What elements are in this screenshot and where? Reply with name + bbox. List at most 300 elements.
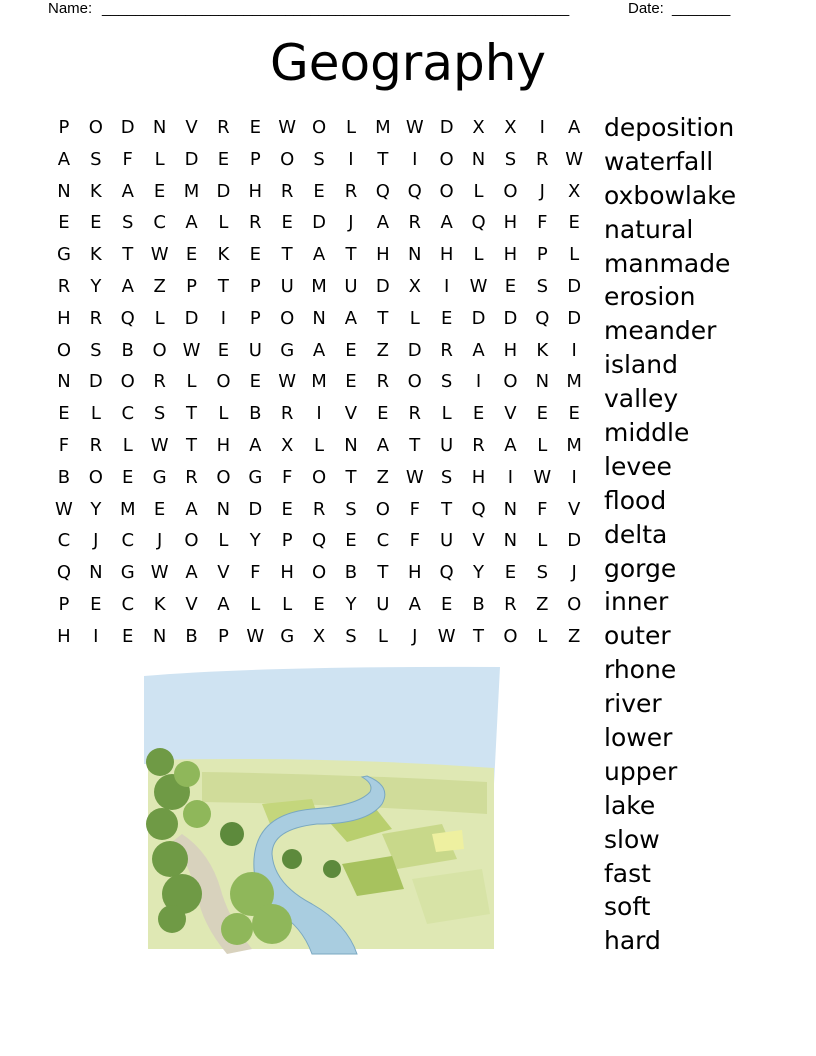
grid-letter[interactable]: S bbox=[440, 371, 453, 393]
grid-letter[interactable]: W bbox=[469, 275, 488, 297]
grid-letter[interactable]: O bbox=[311, 466, 327, 488]
grid-letter[interactable]: M bbox=[311, 371, 327, 393]
grid-letter[interactable]: O bbox=[216, 466, 231, 488]
grid-letter[interactable]: G bbox=[56, 244, 71, 266]
grid-letter[interactable]: M bbox=[566, 434, 582, 456]
grid-letter[interactable]: O bbox=[439, 148, 454, 170]
grid-letter[interactable]: Z bbox=[376, 339, 390, 361]
grid-letter[interactable]: C bbox=[57, 530, 71, 552]
grid-letter[interactable]: X bbox=[568, 180, 581, 202]
grid-letter[interactable]: X bbox=[312, 625, 326, 647]
grid-letter[interactable]: R bbox=[153, 371, 166, 393]
grid-letter[interactable]: S bbox=[504, 148, 517, 170]
grid-letter[interactable]: P bbox=[58, 117, 70, 138]
grid-letter[interactable]: A bbox=[312, 244, 326, 266]
grid-letter[interactable]: Q bbox=[471, 212, 486, 234]
grid-letter[interactable]: H bbox=[407, 562, 422, 584]
grid-letter[interactable]: L bbox=[537, 434, 548, 456]
grid-letter[interactable]: O bbox=[407, 371, 422, 393]
grid-letter[interactable]: B bbox=[472, 593, 485, 615]
grid-letter[interactable]: U bbox=[440, 434, 454, 456]
grid-letter[interactable]: J bbox=[93, 530, 99, 552]
grid-letter[interactable]: N bbox=[152, 117, 167, 138]
grid-letter[interactable]: D bbox=[471, 307, 486, 329]
grid-letter[interactable]: L bbox=[537, 530, 548, 552]
word-list-item: soft bbox=[604, 892, 651, 922]
grid-letter[interactable]: I bbox=[571, 466, 577, 488]
grid-letter[interactable]: E bbox=[504, 275, 517, 297]
grid-letter[interactable]: W bbox=[437, 625, 456, 647]
grid-letter[interactable]: H bbox=[471, 466, 486, 488]
grid-letter[interactable]: F bbox=[122, 148, 133, 170]
grid-letter[interactable]: V bbox=[344, 403, 358, 425]
grid-letter[interactable]: H bbox=[503, 212, 518, 234]
grid-letter[interactable]: O bbox=[311, 117, 327, 138]
grid-letter[interactable]: O bbox=[280, 148, 295, 170]
grid-letter[interactable]: Q bbox=[535, 307, 550, 329]
grid-letter[interactable]: U bbox=[344, 275, 358, 297]
grid-letter[interactable]: W bbox=[405, 466, 424, 488]
word-list-item: gorge bbox=[604, 553, 677, 583]
grid-letter[interactable]: I bbox=[571, 339, 577, 361]
grid-letter[interactable]: N bbox=[57, 371, 71, 393]
grid-letter[interactable]: O bbox=[439, 180, 454, 202]
grid-letter[interactable]: R bbox=[280, 403, 294, 425]
grid-letter[interactable]: V bbox=[568, 498, 581, 520]
grid-letter[interactable]: D bbox=[567, 307, 582, 329]
grid-letter[interactable]: K bbox=[217, 244, 230, 266]
grid-letter[interactable]: J bbox=[571, 562, 577, 584]
grid-letter[interactable]: I bbox=[412, 148, 418, 170]
grid-letter[interactable]: M bbox=[311, 275, 327, 297]
grid-letter[interactable]: L bbox=[282, 593, 293, 615]
grid-letter[interactable]: E bbox=[440, 593, 453, 615]
grid-letter[interactable]: F bbox=[537, 212, 548, 234]
grid-letter[interactable]: L bbox=[122, 434, 133, 456]
grid-letter[interactable]: A bbox=[344, 307, 358, 329]
grid-letter[interactable]: S bbox=[90, 148, 102, 170]
grid-letter[interactable]: O bbox=[56, 339, 72, 361]
grid-letter[interactable]: D bbox=[567, 530, 582, 552]
grid-letter[interactable]: C bbox=[376, 530, 390, 552]
grid-letter[interactable]: E bbox=[313, 593, 325, 615]
grid-letter[interactable]: T bbox=[473, 625, 485, 647]
grid-letter[interactable]: Q bbox=[311, 530, 327, 552]
grid-letter[interactable]: D bbox=[407, 339, 422, 361]
grid-letter[interactable]: Z bbox=[568, 625, 581, 647]
grid-letter[interactable]: O bbox=[88, 466, 103, 488]
grid-letter[interactable]: L bbox=[473, 180, 484, 202]
grid-letter[interactable]: J bbox=[348, 212, 354, 234]
grid-letter[interactable]: R bbox=[89, 434, 103, 456]
grid-letter[interactable]: V bbox=[504, 403, 517, 425]
grid-letter[interactable]: I bbox=[443, 275, 450, 297]
grid-letter[interactable]: T bbox=[377, 148, 389, 170]
grid-letter[interactable]: A bbox=[249, 434, 262, 456]
grid-letter[interactable]: M bbox=[119, 498, 136, 520]
grid-letter[interactable]: I bbox=[93, 625, 99, 647]
grid-letter[interactable]: H bbox=[376, 244, 390, 266]
grid-letter[interactable]: S bbox=[313, 148, 325, 170]
grid-letter[interactable]: W bbox=[150, 434, 169, 456]
grid-letter[interactable]: X bbox=[472, 117, 485, 138]
grid-letter[interactable]: K bbox=[153, 593, 166, 615]
grid-letter[interactable]: P bbox=[249, 148, 261, 170]
grid-letter[interactable]: S bbox=[90, 339, 102, 361]
grid-letter[interactable]: D bbox=[184, 148, 199, 170]
grid-letter[interactable]: M bbox=[566, 371, 582, 393]
grid-letter[interactable]: D bbox=[503, 307, 518, 329]
grid-letter[interactable]: L bbox=[409, 307, 420, 329]
grid-letter[interactable]: A bbox=[121, 180, 134, 202]
grid-letter[interactable]: T bbox=[377, 307, 389, 329]
grid-letter[interactable]: D bbox=[216, 180, 231, 202]
grid-letter[interactable]: O bbox=[216, 371, 231, 393]
grid-letter[interactable]: R bbox=[504, 593, 517, 615]
grid-letter[interactable]: E bbox=[472, 403, 485, 425]
grid-letter[interactable]: O bbox=[280, 307, 295, 329]
grid-letter[interactable]: E bbox=[568, 403, 580, 425]
grid-letter[interactable]: J bbox=[412, 625, 418, 647]
grid-letter[interactable]: E bbox=[90, 593, 102, 615]
grid-letter[interactable]: D bbox=[439, 117, 454, 138]
grid-letter[interactable]: B bbox=[121, 339, 134, 361]
grid-letter[interactable]: A bbox=[185, 562, 198, 584]
grid-letter[interactable]: W bbox=[150, 562, 169, 584]
grid-letter[interactable]: E bbox=[249, 244, 261, 266]
grid-letter[interactable]: N bbox=[408, 244, 422, 266]
grid-letter[interactable]: F bbox=[58, 434, 70, 456]
grid-letter[interactable]: N bbox=[57, 180, 71, 202]
grid-letter[interactable]: R bbox=[536, 148, 549, 170]
grid-letter[interactable]: Q bbox=[375, 180, 390, 202]
word-list-item: manmade bbox=[604, 248, 731, 278]
grid-letter[interactable]: L bbox=[537, 625, 548, 647]
grid-letter[interactable]: I bbox=[220, 307, 227, 329]
grid-letter[interactable]: W bbox=[182, 339, 201, 361]
grid-letter[interactable]: E bbox=[568, 212, 580, 234]
grid-letter[interactable]: P bbox=[536, 244, 548, 266]
grid-letter[interactable]: P bbox=[58, 593, 70, 615]
grid-letter[interactable]: G bbox=[280, 625, 295, 647]
grid-letter[interactable]: X bbox=[281, 434, 294, 456]
grid-letter[interactable]: G bbox=[280, 339, 295, 361]
grid-letter[interactable]: O bbox=[503, 625, 518, 647]
grid-letter[interactable]: I bbox=[539, 117, 545, 138]
grid-letter[interactable]: E bbox=[281, 212, 293, 234]
grid-letter[interactable]: S bbox=[536, 562, 549, 584]
grid-letter[interactable]: E bbox=[185, 244, 198, 266]
grid-letter[interactable]: L bbox=[250, 593, 261, 615]
grid-letter[interactable]: O bbox=[567, 593, 582, 615]
grid-letter[interactable]: Y bbox=[249, 530, 261, 552]
grid-letter[interactable]: T bbox=[186, 403, 197, 425]
grid-letter[interactable]: D bbox=[312, 212, 326, 234]
grid-letter[interactable]: W bbox=[246, 625, 265, 647]
grid-letter[interactable]: Y bbox=[473, 562, 485, 584]
grid-letter[interactable]: E bbox=[440, 307, 453, 329]
grid-letter[interactable]: O bbox=[311, 562, 327, 584]
grid-letter[interactable]: H bbox=[57, 625, 71, 647]
grid-letter[interactable]: Q bbox=[56, 562, 72, 584]
grid-letter[interactable]: L bbox=[154, 307, 165, 329]
grid-letter[interactable]: L bbox=[377, 625, 388, 647]
grid-letter[interactable]: L bbox=[218, 212, 229, 234]
grid-letter[interactable]: I bbox=[316, 403, 322, 425]
grid-letter[interactable]: E bbox=[345, 371, 357, 393]
grid-letter[interactable]: V bbox=[217, 562, 230, 584]
grid-letter[interactable]: M bbox=[183, 180, 200, 202]
grid-letter[interactable]: A bbox=[376, 212, 390, 234]
grid-letter[interactable]: U bbox=[248, 339, 262, 361]
grid-letter[interactable]: E bbox=[249, 371, 261, 393]
grid-letter[interactable]: P bbox=[249, 307, 261, 329]
grid-letter[interactable]: H bbox=[57, 307, 71, 329]
grid-letter[interactable]: I bbox=[475, 371, 482, 393]
grid-letter[interactable]: T bbox=[409, 434, 421, 456]
grid-letter[interactable]: E bbox=[377, 403, 389, 425]
grid-letter[interactable]: Q bbox=[120, 307, 135, 329]
grid-letter[interactable]: D bbox=[248, 498, 263, 520]
grid-letter[interactable]: T bbox=[377, 562, 389, 584]
grid-letter[interactable]: H bbox=[280, 562, 294, 584]
grid-letter[interactable]: X bbox=[408, 275, 421, 297]
grid-letter[interactable]: Z bbox=[536, 593, 549, 615]
grid-letter[interactable]: T bbox=[345, 466, 357, 488]
grid-letter[interactable]: H bbox=[503, 339, 518, 361]
grid-letter[interactable]: Q bbox=[407, 180, 422, 202]
grid-letter[interactable]: L bbox=[441, 403, 452, 425]
grid-letter[interactable]: N bbox=[503, 498, 518, 520]
word-list-item: meander bbox=[604, 316, 717, 346]
grid-letter[interactable]: M bbox=[375, 117, 391, 138]
grid-letter[interactable]: R bbox=[408, 403, 421, 425]
grid-letter[interactable]: D bbox=[375, 275, 390, 297]
grid-letter[interactable]: Q bbox=[439, 562, 454, 584]
grid-letter[interactable]: C bbox=[121, 530, 135, 552]
grid-letter[interactable]: F bbox=[409, 498, 420, 520]
grid-letter[interactable]: R bbox=[89, 307, 103, 329]
grid-letter[interactable]: I bbox=[507, 466, 514, 488]
grid-letter[interactable]: A bbox=[185, 212, 198, 234]
grid-letter[interactable]: N bbox=[89, 562, 103, 584]
grid-letter[interactable]: L bbox=[473, 244, 484, 266]
grid-letter[interactable]: G bbox=[248, 466, 263, 488]
grid-letter[interactable]: F bbox=[282, 466, 293, 488]
grid-letter[interactable]: A bbox=[121, 275, 134, 297]
grid-row bbox=[48, 557, 590, 589]
grid-letter[interactable]: V bbox=[472, 530, 485, 552]
grid-letter[interactable]: E bbox=[122, 466, 134, 488]
grid-letter[interactable]: V bbox=[185, 117, 198, 138]
grid-letter[interactable]: N bbox=[535, 371, 550, 393]
grid-letter[interactable]: L bbox=[90, 403, 101, 425]
grid-letter[interactable]: O bbox=[375, 498, 390, 520]
grid-letter[interactable]: F bbox=[409, 530, 420, 552]
grid-letter[interactable]: P bbox=[281, 530, 293, 552]
word-list bbox=[604, 111, 736, 958]
grid-letter[interactable]: B bbox=[344, 562, 358, 584]
grid-letter[interactable]: A bbox=[312, 339, 326, 361]
grid-letter[interactable]: S bbox=[153, 403, 166, 425]
grid-letter[interactable]: L bbox=[345, 117, 356, 138]
grid-letter[interactable]: A bbox=[408, 593, 421, 615]
grid-letter[interactable]: L bbox=[186, 371, 197, 393]
grid-letter[interactable]: N bbox=[312, 307, 326, 329]
grid-letter[interactable]: W bbox=[278, 371, 297, 393]
grid-letter[interactable]: W bbox=[565, 148, 584, 170]
grid-letter[interactable]: E bbox=[217, 339, 230, 361]
grid-letter[interactable]: R bbox=[440, 339, 453, 361]
grid-letter[interactable]: J bbox=[539, 180, 545, 202]
grid-letter[interactable]: R bbox=[472, 434, 485, 456]
grid-letter[interactable]: T bbox=[345, 244, 357, 266]
word-list-item: outer bbox=[604, 621, 671, 651]
grid-letter[interactable]: U bbox=[440, 530, 454, 552]
grid-letter[interactable]: Y bbox=[345, 593, 357, 615]
grid-letter[interactable]: A bbox=[376, 434, 390, 456]
grid-letter[interactable]: W bbox=[150, 244, 169, 266]
grid-letter[interactable]: R bbox=[280, 180, 294, 202]
grid-letter[interactable]: S bbox=[536, 275, 549, 297]
word-list-item: middle bbox=[604, 418, 690, 448]
grid-letter[interactable]: O bbox=[503, 180, 518, 202]
grid-letter[interactable]: W bbox=[533, 466, 552, 488]
grid-letter[interactable]: G bbox=[152, 466, 167, 488]
grid-letter[interactable]: A bbox=[217, 593, 230, 615]
grid-letter[interactable]: E bbox=[536, 403, 548, 425]
grid-letter[interactable]: L bbox=[218, 530, 229, 552]
grid-letter[interactable]: E bbox=[249, 117, 261, 138]
grid-letter[interactable]: R bbox=[249, 212, 262, 234]
grid-letter[interactable]: G bbox=[120, 562, 135, 584]
grid-letter[interactable]: W bbox=[405, 117, 424, 138]
grid-letter[interactable]: D bbox=[120, 117, 135, 138]
grid-letter[interactable]: K bbox=[536, 339, 549, 361]
grid-letter[interactable]: R bbox=[408, 212, 421, 234]
grid-letter[interactable]: R bbox=[217, 117, 230, 138]
grid-letter[interactable]: T bbox=[186, 434, 197, 456]
grid-letter[interactable]: L bbox=[314, 434, 325, 456]
grid-letter[interactable]: H bbox=[503, 244, 518, 266]
grid-letter[interactable]: N bbox=[471, 148, 486, 170]
grid-letter[interactable]: R bbox=[185, 466, 198, 488]
grid-letter[interactable]: F bbox=[537, 498, 548, 520]
grid-letter[interactable]: B bbox=[185, 625, 198, 647]
grid-letter[interactable]: U bbox=[376, 593, 390, 615]
grid-letter[interactable]: C bbox=[121, 403, 135, 425]
grid-letter[interactable]: T bbox=[122, 244, 134, 266]
grid-letter[interactable]: E bbox=[313, 180, 325, 202]
grid-letter[interactable]: R bbox=[312, 498, 326, 520]
grid-letter[interactable]: E bbox=[90, 212, 102, 234]
grid-letter[interactable]: Y bbox=[90, 498, 102, 520]
grid-letter[interactable]: R bbox=[344, 180, 358, 202]
grid-letter[interactable]: O bbox=[120, 371, 135, 393]
grid-letter[interactable]: U bbox=[280, 275, 294, 297]
grid-letter[interactable]: E bbox=[217, 148, 230, 170]
grid-letter[interactable]: A bbox=[472, 339, 485, 361]
grid-letter[interactable]: T bbox=[281, 244, 293, 266]
grid-letter[interactable]: E bbox=[281, 498, 293, 520]
grid-letter[interactable]: O bbox=[88, 117, 103, 138]
grid-letter[interactable]: S bbox=[122, 212, 134, 234]
grid-letter[interactable]: L bbox=[569, 244, 580, 266]
grid-letter[interactable]: Z bbox=[376, 466, 390, 488]
grid-letter[interactable]: N bbox=[152, 625, 167, 647]
grid-letter[interactable]: A bbox=[504, 434, 517, 456]
grid-letter[interactable]: W bbox=[55, 498, 73, 520]
grid-letter[interactable]: H bbox=[216, 434, 231, 456]
grid-letter[interactable]: J bbox=[156, 530, 163, 552]
grid-letter[interactable]: L bbox=[154, 148, 165, 170]
grid-letter[interactable]: E bbox=[153, 498, 166, 520]
grid-letter[interactable]: A bbox=[57, 148, 71, 170]
word-list-item: lower bbox=[604, 723, 673, 753]
grid-letter[interactable]: A bbox=[440, 212, 453, 234]
grid-letter[interactable]: P bbox=[249, 275, 261, 297]
grid-letter[interactable]: V bbox=[185, 593, 198, 615]
grid-letter[interactable]: T bbox=[441, 498, 453, 520]
grid-letter[interactable]: Z bbox=[153, 275, 166, 297]
grid-letter[interactable]: N bbox=[344, 434, 358, 456]
grid-letter[interactable]: D bbox=[184, 307, 199, 329]
grid-letter[interactable]: N bbox=[216, 498, 231, 520]
grid-letter[interactable]: H bbox=[248, 180, 263, 202]
grid-letter[interactable]: C bbox=[153, 212, 166, 234]
grid-letter[interactable]: N bbox=[503, 530, 518, 552]
grid-letter[interactable]: E bbox=[58, 403, 70, 425]
grid-letter[interactable]: H bbox=[439, 244, 454, 266]
grid-letter[interactable]: O bbox=[503, 371, 518, 393]
grid-letter[interactable]: K bbox=[89, 244, 102, 266]
grid-letter[interactable]: R bbox=[57, 275, 71, 297]
grid-letter[interactable]: C bbox=[121, 593, 135, 615]
grid-letter[interactable]: E bbox=[345, 339, 357, 361]
grid-letter[interactable]: S bbox=[345, 625, 357, 647]
grid-letter[interactable]: S bbox=[345, 498, 357, 520]
grid-letter[interactable]: D bbox=[88, 371, 103, 393]
grid-letter[interactable]: E bbox=[122, 625, 134, 647]
grid-letter[interactable]: E bbox=[58, 212, 70, 234]
grid-letter[interactable]: X bbox=[504, 117, 517, 138]
grid-letter[interactable]: L bbox=[218, 403, 229, 425]
grid-letter[interactable]: K bbox=[89, 180, 102, 202]
grid-letter[interactable]: Q bbox=[471, 498, 486, 520]
grid-letter[interactable]: D bbox=[567, 275, 582, 297]
grid-letter[interactable]: A bbox=[185, 498, 198, 520]
grid-letter[interactable]: Y bbox=[90, 275, 102, 297]
name-field-line[interactable]: ________________________________________________________ bbox=[102, 0, 570, 17]
grid-letter[interactable]: O bbox=[184, 530, 199, 552]
grid-letter[interactable]: E bbox=[345, 530, 357, 552]
grid-letter[interactable]: P bbox=[217, 625, 229, 647]
grid-letter[interactable]: O bbox=[152, 339, 167, 361]
grid-letter[interactable]: B bbox=[249, 403, 262, 425]
grid-letter[interactable]: W bbox=[278, 117, 297, 138]
grid-letter[interactable]: A bbox=[568, 117, 581, 138]
grid-letter[interactable]: F bbox=[250, 562, 261, 584]
grid-letter[interactable]: R bbox=[376, 371, 390, 393]
grid-letter[interactable]: E bbox=[504, 562, 517, 584]
date-field-line[interactable]: _______ bbox=[672, 0, 731, 17]
grid-letter[interactable]: E bbox=[153, 180, 166, 202]
grid-letter[interactable]: P bbox=[186, 275, 197, 297]
grid-letter[interactable]: S bbox=[440, 466, 453, 488]
grid-letter[interactable]: T bbox=[217, 275, 229, 297]
grid-letter[interactable]: I bbox=[348, 148, 354, 170]
grid-letter[interactable]: B bbox=[57, 466, 71, 488]
